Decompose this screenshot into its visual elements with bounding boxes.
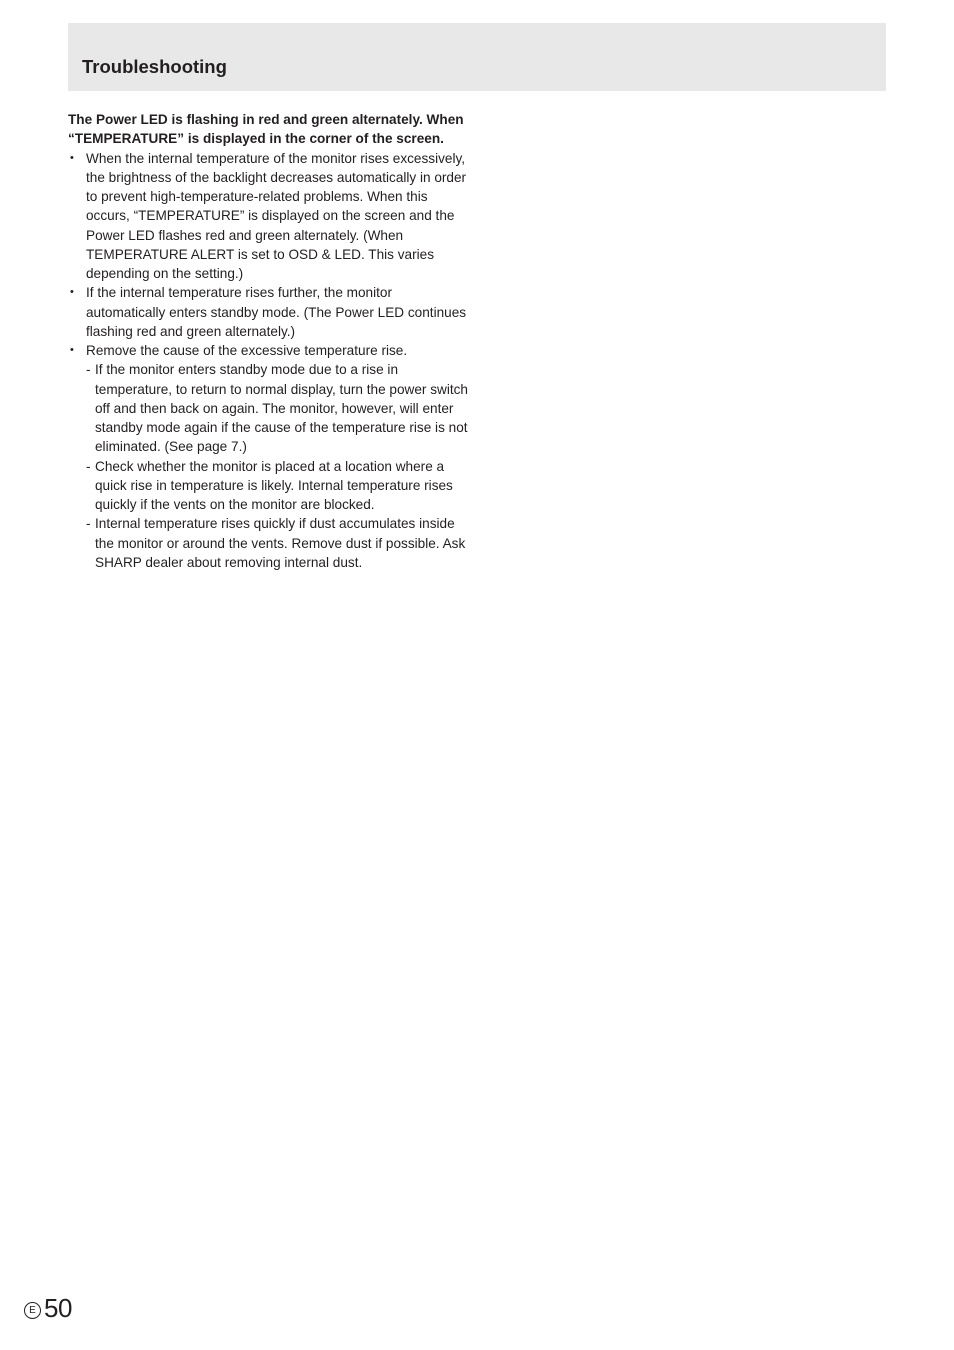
page-footer: [24, 1292, 72, 1324]
sub-item: - Check whether the monitor is placed at a location where a quick rise in temperature is likely. Internal temperature rises quickly if the vents on the monitor are blocked.: [86, 457, 470, 515]
bullet-list: [68, 149, 470, 573]
sub-item: - Internal temperature rises quickly if dust accumulates inside the monitor or around the vents. Remove dust if possible. Ask SHARP dealer about removing internal dust.: [86, 514, 470, 572]
troubleshooting-content: [68, 110, 470, 572]
bullet-item-text: Remove the cause of the excessive temperature rise.: [86, 343, 408, 358]
region-badge: E: [24, 1302, 41, 1319]
bullet-item: • If the internal temperature rises further, the monitor automatically enters standby mode. (The Power LED continues flashing red and green alternately.): [68, 283, 470, 341]
section-header: [68, 23, 886, 91]
sub-item: - If the monitor enters standby mode due to a rise in temperature, to return to normal display, turn the power switch off and then back on again. The monitor, however, will enter standby mode again if the cause of the temperature rise is not eliminated. (See page 7.): [86, 360, 470, 456]
section-title: Troubleshooting: [82, 56, 227, 77]
sub-item-list: [86, 360, 470, 572]
bullet-item-with-subitems: [68, 341, 470, 572]
problem-heading: The Power LED is flashing in red and green alternately. When “TEMPERATURE” is displayed in the corner of the screen.: [68, 112, 464, 147]
bullet-item: • When the internal temperature of the monitor rises excessively, the brightness of the backlight decreases automatically in order to prevent high-temperature-related problems. When this occurs, “TEMPERATURE” is displayed on the screen and the Power LED flashes red and green alternately. (When TEMPERATURE ALERT is set to OSD & LED. This varies depending on the setting.): [68, 149, 470, 284]
page-number: 50: [44, 1293, 72, 1323]
